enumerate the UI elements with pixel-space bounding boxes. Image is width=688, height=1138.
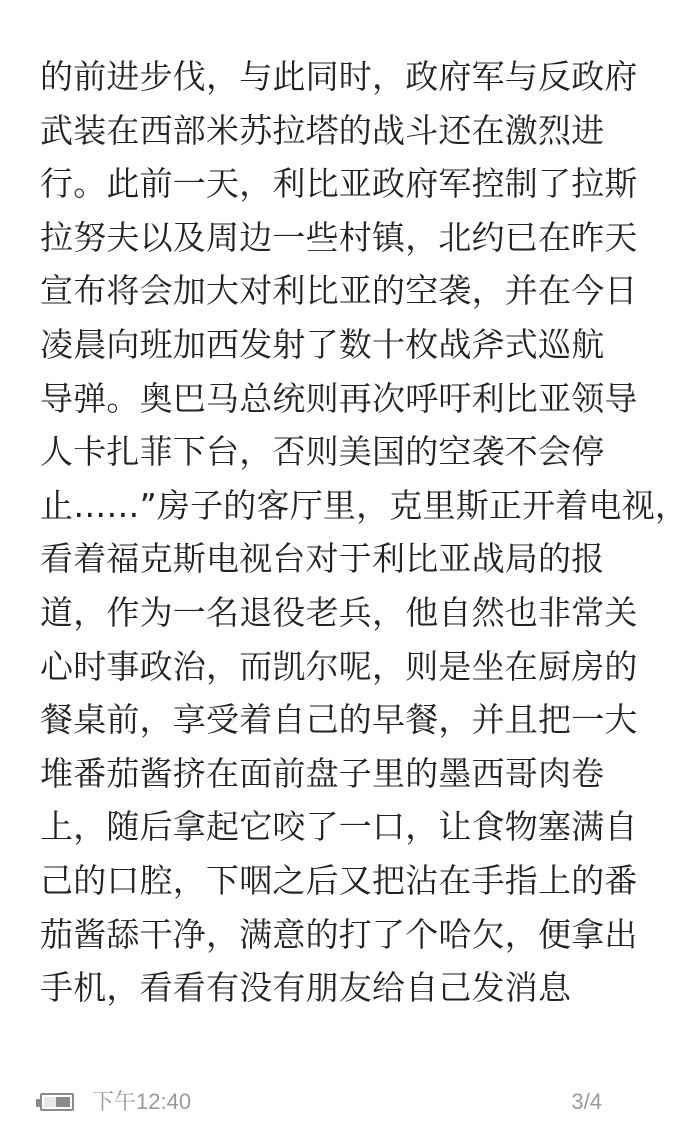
- text-line: 导弹。奥巴马总统则再次呼吁利比亚领导: [40, 378, 638, 418]
- text-line: 凌晨向班加西发射了数十枚战斧式巡航: [40, 324, 605, 364]
- text-line: 看着福克斯电视台对于利比亚战局的报: [40, 539, 605, 579]
- text-body: [40, 50, 688, 1015]
- battery-terminal: [36, 1099, 40, 1107]
- clock-time: 下午12:40: [92, 1089, 192, 1114]
- text-line: 餐桌前，享受着自己的早餐，并且把一大: [40, 700, 638, 740]
- text-line: 己的口腔，下咽之后又把沾在手指上的番: [40, 860, 638, 900]
- text-line: 堆番茄酱挤在面前盘子里的墨西哥肉卷: [40, 753, 605, 793]
- text-line: 心时事政治，而凯尔呢，则是坐在厨房的: [40, 646, 638, 686]
- text-line: 手机，看看有没有朋友给自己发消息: [40, 968, 572, 1008]
- text-line: 拉努夫以及周边一些村镇，北约已在昨天: [40, 217, 638, 257]
- page-indicator: 3/4: [571, 1089, 602, 1114]
- text-line: 行。此前一天，利比亚政府军控制了拉斯: [40, 164, 638, 204]
- text-line: 宣布将会加大对利比亚的空袭，并在今日: [40, 271, 638, 311]
- text-line: 的前进步伐，与此同时，政府军与反政府: [40, 57, 638, 96]
- reader-footer: [0, 1080, 640, 1130]
- text-line: 人卡扎菲下台，否则美国的空袭不会停: [40, 432, 605, 472]
- text-line: 武装在西部米苏拉塔的战斗还在激烈进: [40, 110, 605, 150]
- battery-icon: [40, 1093, 74, 1111]
- text-line: 茄酱舔干净，满意的打了个哈欠，便拿出: [40, 914, 638, 954]
- text-line: 上，随后拿起它咬了一口，让食物塞满自: [40, 807, 638, 847]
- text-line: 止……”房子的客厅里，克里斯正开着电视，: [40, 485, 688, 525]
- text-line: 道，作为一名退役老兵，他自然也非常关: [40, 592, 638, 632]
- battery-fill: [56, 1097, 70, 1107]
